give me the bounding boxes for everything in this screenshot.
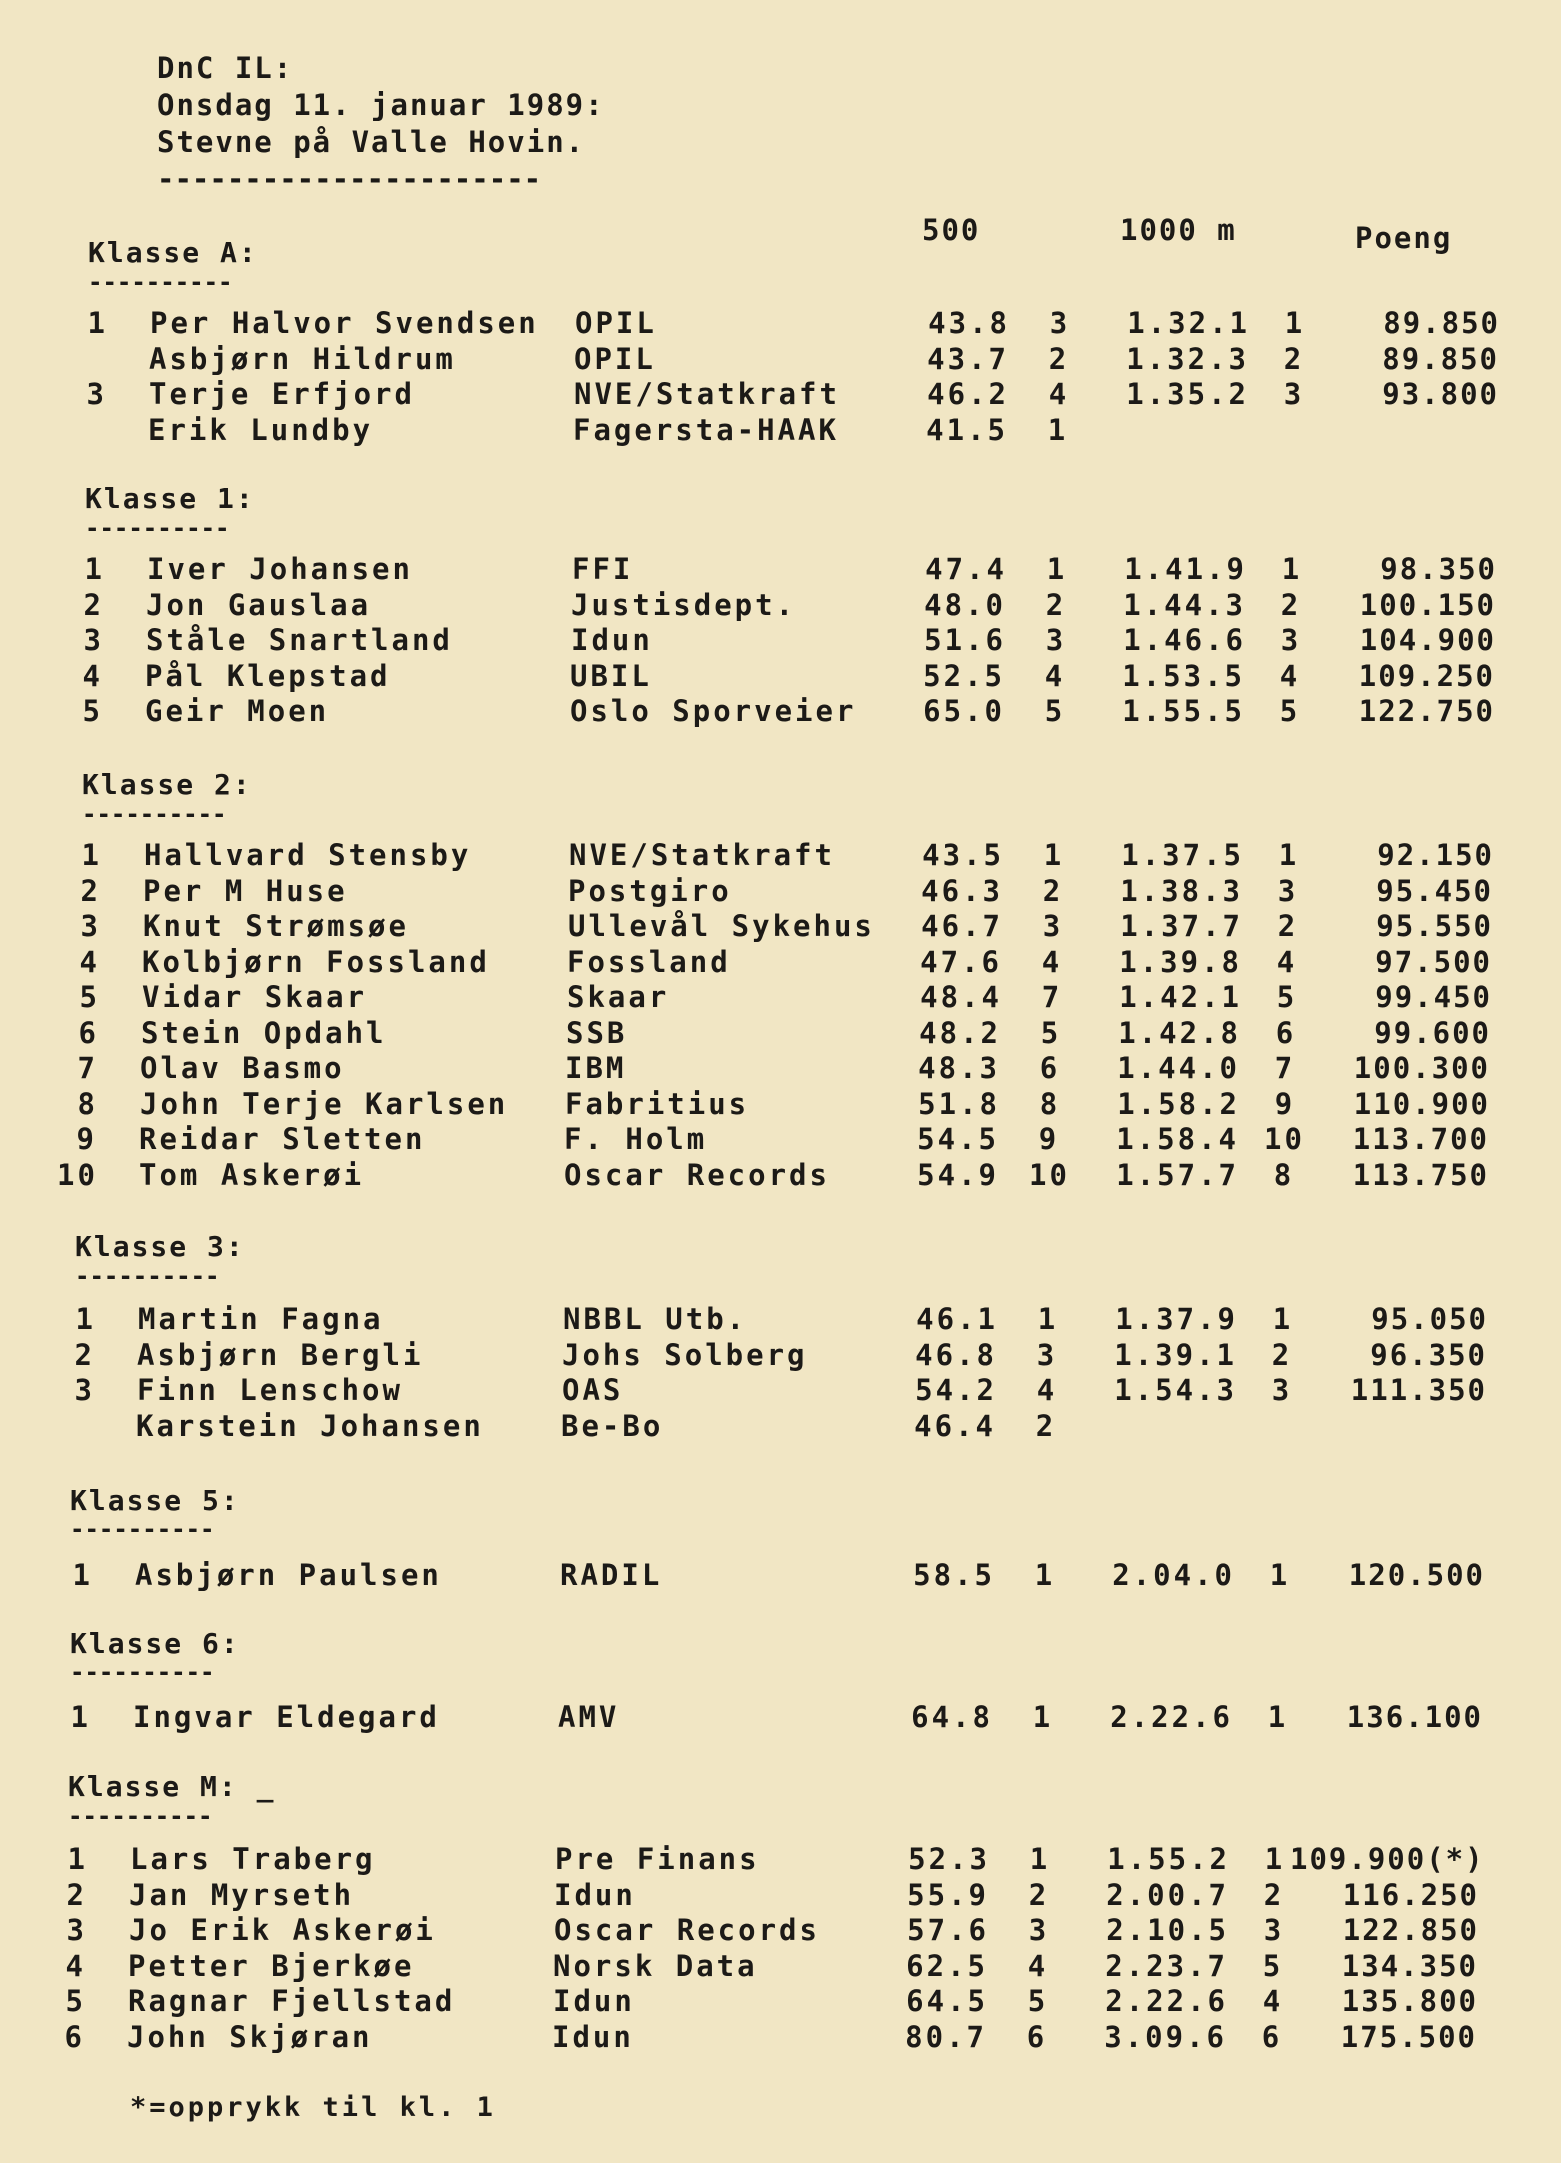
skater-name: Per M Huse <box>143 874 348 908</box>
points-total: 122.750 <box>1358 694 1495 728</box>
points-total: 100.150 <box>1359 588 1496 622</box>
class-heading-rule: ---------- <box>70 1658 215 1686</box>
club-name: Oscar Records <box>554 1913 820 1947</box>
time-500: 52.3 <box>908 1842 990 1876</box>
rank-500: 6 <box>1026 2020 1048 2054</box>
points-total: 104.900 <box>1359 623 1496 657</box>
skater-name: Reidar Sletten <box>139 1122 426 1156</box>
skater-name: Hallvard Stensby <box>144 838 472 872</box>
time-500: 62.5 <box>906 1949 988 1983</box>
skater-name: Pål Klepstad <box>145 659 391 693</box>
club-name: IBM <box>565 1051 627 1085</box>
points-total: 97.500 <box>1375 945 1492 979</box>
club-name: Idun <box>553 1984 635 2018</box>
class-heading-rule: ---------- <box>68 1802 213 1830</box>
club-name: SSB <box>566 1016 628 1050</box>
rank-500: 3 <box>1036 1338 1058 1372</box>
time-500: 80.7 <box>905 2020 987 2054</box>
place-number: 4 <box>82 659 103 693</box>
column-header-points: Poeng <box>1355 221 1453 255</box>
result-row <box>0 945 1561 981</box>
place-number: 5 <box>65 1984 86 2018</box>
time-500: 51.8 <box>918 1087 1000 1121</box>
place-number: 3 <box>83 623 104 657</box>
time-1000: 2.22.6 <box>1110 1700 1233 1734</box>
rank-500: 4 <box>1048 377 1070 411</box>
time-500: 46.4 <box>914 1409 996 1443</box>
time-1000: 3.09.6 <box>1104 2020 1227 2054</box>
result-row <box>0 413 1561 449</box>
skater-name: Olav Basmo <box>140 1051 345 1085</box>
club-name: NVE/Statkraft <box>574 377 840 411</box>
club-name: NVE/Statkraft <box>569 838 835 872</box>
time-500: 46.7 <box>921 909 1003 943</box>
points-total: 136.100 <box>1346 1700 1483 1734</box>
place-number: 1 <box>87 306 108 340</box>
points-total: 93.800 <box>1382 377 1499 411</box>
skater-name: Ragnar Fjellstad <box>128 1984 456 2018</box>
result-row <box>0 838 1561 874</box>
event-date: Onsdag 11. januar 1989: <box>157 88 605 122</box>
rank-1000: 2 <box>1271 1338 1293 1372</box>
club-title: DnC IL: <box>157 51 294 85</box>
rank-500: 3 <box>1049 306 1071 340</box>
rank-500: 6 <box>1039 1051 1061 1085</box>
points-total: 96.350 <box>1370 1338 1487 1372</box>
place-number: 3 <box>86 377 107 411</box>
place-number: 2 <box>66 1878 87 1912</box>
time-1000: 2.00.7 <box>1106 1878 1229 1912</box>
points-total: 89.850 <box>1382 342 1499 376</box>
rank-500: 2 <box>1042 874 1064 908</box>
time-500: 51.6 <box>924 623 1006 657</box>
time-500: 43.8 <box>928 306 1010 340</box>
place-number: 5 <box>82 694 103 728</box>
points-total: 111.350 <box>1350 1373 1487 1407</box>
points-total: 100.300 <box>1353 1051 1490 1085</box>
rank-500: 5 <box>1044 694 1066 728</box>
time-1000: 1.44.3 <box>1123 588 1246 622</box>
result-row <box>0 1338 1561 1374</box>
points-total: 113.750 <box>1352 1158 1489 1192</box>
class-heading: Klasse M: _ <box>68 1770 276 1803</box>
rank-1000: 5 <box>1279 694 1301 728</box>
column-header-1000: 1000 m <box>1120 213 1237 247</box>
time-500: 65.0 <box>923 694 1005 728</box>
time-500: 52.5 <box>923 659 1005 693</box>
time-500: 48.0 <box>924 588 1006 622</box>
class-heading-rule: ---------- <box>88 268 233 296</box>
club-name: OPIL <box>574 342 656 376</box>
result-row <box>0 1302 1561 1338</box>
club-name: F. Holm <box>564 1122 708 1156</box>
rank-1000: 2 <box>1280 588 1302 622</box>
time-500: 46.8 <box>915 1338 997 1372</box>
rank-500: 4 <box>1044 659 1066 693</box>
time-1000: 1.53.5 <box>1122 659 1245 693</box>
points-total: 95.450 <box>1376 874 1493 908</box>
rank-500: 7 <box>1041 980 1063 1014</box>
rank-1000: 2 <box>1283 342 1305 376</box>
rank-1000: 3 <box>1280 623 1302 657</box>
time-1000: 1.55.5 <box>1122 694 1245 728</box>
rank-1000: 1 <box>1269 1558 1291 1592</box>
place-number: 4 <box>79 945 100 979</box>
time-500: 54.9 <box>917 1158 999 1192</box>
class-heading-rule: ---------- <box>75 1262 220 1290</box>
result-row <box>0 2020 1561 2056</box>
place-number: 1 <box>70 1700 91 1734</box>
place-number: 2 <box>83 588 104 622</box>
place-number: 9 <box>76 1122 97 1156</box>
skater-name: Lars Traberg <box>130 1842 376 1876</box>
points-total: 120.500 <box>1348 1558 1485 1592</box>
class-heading: Klasse 1: <box>85 482 255 515</box>
skater-name: Jan Myrseth <box>129 1878 355 1912</box>
result-row <box>0 1913 1561 1949</box>
rank-500: 5 <box>1027 1984 1049 2018</box>
rank-500: 1 <box>1047 413 1069 447</box>
rank-1000: 9 <box>1274 1087 1296 1121</box>
time-500: 54.2 <box>915 1373 997 1407</box>
rank-1000: 1 <box>1267 1700 1289 1734</box>
skater-name: Erik Lundby <box>148 413 374 447</box>
points-total: 98.350 <box>1380 552 1497 586</box>
class-heading-rule: ---------- <box>85 514 230 542</box>
rank-1000: 1 <box>1278 838 1300 872</box>
place-number: 3 <box>74 1373 95 1407</box>
time-500: 46.1 <box>916 1302 998 1336</box>
points-total: 89.850 <box>1383 306 1500 340</box>
rank-1000: 1 <box>1284 306 1306 340</box>
time-500: 48.2 <box>919 1016 1001 1050</box>
skater-name: Kolbjørn Fossland <box>142 945 490 979</box>
club-name: FFI <box>572 552 634 586</box>
rank-500: 1 <box>1029 1842 1051 1876</box>
place-number: 6 <box>64 2020 85 2054</box>
points-total: 175.500 <box>1340 2020 1477 2054</box>
skater-name: Karstein Johansen <box>136 1409 484 1443</box>
club-name: Pre Finans <box>555 1842 760 1876</box>
rank-500: 3 <box>1045 623 1067 657</box>
place-number: 5 <box>79 980 100 1014</box>
result-row <box>0 1949 1561 1985</box>
points-total: 109.900(*) <box>1290 1842 1485 1876</box>
place-number: 3 <box>80 909 101 943</box>
skater-name: John Terje Karlsen <box>140 1087 509 1121</box>
result-row <box>0 1842 1561 1878</box>
skater-name: Jon Gauslaa <box>146 588 372 622</box>
time-1000: 1.37.5 <box>1121 838 1244 872</box>
club-name: Johs Solberg <box>562 1338 808 1372</box>
skater-name: Ingvar Eldegard <box>133 1700 440 1734</box>
skater-name: Jo Erik Askerøi <box>129 1913 436 1947</box>
result-row <box>0 1087 1561 1123</box>
rank-1000: 3 <box>1271 1373 1293 1407</box>
skater-name: Knut Strømsøe <box>143 909 409 943</box>
rank-500: 5 <box>1040 1016 1062 1050</box>
rank-500: 1 <box>1046 552 1068 586</box>
time-1000: 1.42.8 <box>1118 1016 1241 1050</box>
class-heading: Klasse 6: <box>70 1627 240 1660</box>
time-500: 46.3 <box>921 874 1003 908</box>
rank-500: 4 <box>1027 1949 1049 1983</box>
points-total: 99.450 <box>1375 980 1492 1014</box>
rank-500: 2 <box>1028 1878 1050 1912</box>
time-1000: 1.37.7 <box>1120 909 1243 943</box>
points-total: 116.250 <box>1342 1878 1479 1912</box>
result-row <box>0 1878 1561 1914</box>
time-1000: 1.58.2 <box>1117 1087 1240 1121</box>
points-total: 92.150 <box>1377 838 1494 872</box>
club-name: Idun <box>552 2020 634 2054</box>
skater-name: Vidar Skaar <box>142 980 368 1014</box>
time-500: 48.3 <box>918 1051 1000 1085</box>
rank-1000: 2 <box>1277 909 1299 943</box>
time-1000: 1.35.2 <box>1126 377 1249 411</box>
club-name: RADIL <box>560 1558 663 1592</box>
class-heading: Klasse A: <box>88 236 258 269</box>
place-number: 2 <box>74 1338 95 1372</box>
time-1000: 1.39.8 <box>1119 945 1242 979</box>
place-number: 7 <box>77 1051 98 1085</box>
time-500: 64.8 <box>911 1700 993 1734</box>
place-number: 1 <box>67 1842 88 1876</box>
rank-1000: 2 <box>1263 1878 1285 1912</box>
place-number: 3 <box>66 1913 87 1947</box>
skater-name: Geir Moen <box>145 694 330 728</box>
rank-500: 1 <box>1037 1302 1059 1336</box>
rank-1000: 8 <box>1273 1158 1295 1192</box>
result-row <box>0 659 1561 695</box>
rank-500: 1 <box>1043 838 1065 872</box>
skater-name: Finn Lenschow <box>137 1373 403 1407</box>
time-1000: 1.57.7 <box>1116 1158 1239 1192</box>
time-1000: 1.37.9 <box>1115 1302 1238 1336</box>
skater-name: Tom Askerøi <box>139 1158 365 1192</box>
result-row <box>0 1051 1561 1087</box>
time-1000: 1.54.3 <box>1114 1373 1237 1407</box>
time-1000: 2.22.6 <box>1105 1984 1228 2018</box>
time-500: 58.5 <box>913 1558 995 1592</box>
result-row <box>0 623 1561 659</box>
club-name: OPIL <box>575 306 657 340</box>
result-row <box>0 306 1561 342</box>
club-name: Oscar Records <box>564 1158 830 1192</box>
points-total: 122.850 <box>1342 1913 1479 1947</box>
time-500: 47.6 <box>920 945 1002 979</box>
time-1000: 1.32.1 <box>1127 306 1250 340</box>
result-row <box>0 694 1561 730</box>
club-name: Idun <box>571 623 653 657</box>
result-row <box>0 1122 1561 1158</box>
time-500: 57.6 <box>907 1913 989 1947</box>
club-name: Skaar <box>567 980 670 1014</box>
rank-1000: 1 <box>1272 1302 1294 1336</box>
result-row <box>0 1984 1561 2020</box>
time-1000: 1.38.3 <box>1120 874 1243 908</box>
class-heading-rule: ---------- <box>70 1515 215 1543</box>
time-500: 43.7 <box>927 342 1009 376</box>
club-name: Oslo Sporveier <box>570 694 857 728</box>
rank-1000: 5 <box>1262 1949 1284 1983</box>
rank-1000: 5 <box>1276 980 1298 1014</box>
points-total: 134.350 <box>1341 1949 1478 1983</box>
club-name: Ullevål Sykehus <box>568 909 875 943</box>
place-number: 1 <box>84 552 105 586</box>
result-row <box>0 588 1561 624</box>
club-name: AMV <box>558 1700 620 1734</box>
place-number: 10 <box>57 1158 98 1192</box>
class-heading: Klasse 5: <box>70 1484 240 1517</box>
time-1000: 2.04.0 <box>1112 1558 1235 1592</box>
time-1000: 1.55.2 <box>1107 1842 1230 1876</box>
rank-500: 4 <box>1036 1373 1058 1407</box>
result-row <box>0 1409 1561 1445</box>
skater-name: John Skjøran <box>127 2020 373 2054</box>
club-name: Norsk Data <box>553 1949 758 1983</box>
class-heading: Klasse 2: <box>82 768 252 801</box>
rank-500: 10 <box>1029 1158 1070 1192</box>
rank-500: 1 <box>1032 1700 1054 1734</box>
skater-name: Asbjørn Paulsen <box>135 1558 442 1592</box>
footnote: *=opprykk til kl. 1 <box>130 2092 496 2123</box>
points-total: 109.250 <box>1358 659 1495 693</box>
skater-name: Per Halvor Svendsen <box>150 306 539 340</box>
result-row <box>0 1558 1561 1594</box>
result-row <box>0 1016 1561 1052</box>
time-1000: 1.32.3 <box>1126 342 1249 376</box>
club-name: Justisdept. <box>571 588 797 622</box>
rank-500: 2 <box>1045 588 1067 622</box>
club-name: OAS <box>562 1373 624 1407</box>
points-total: 95.050 <box>1371 1302 1488 1336</box>
skater-name: Asbjørn Bergli <box>137 1338 424 1372</box>
time-500: 47.4 <box>925 552 1007 586</box>
result-row <box>0 377 1561 413</box>
rank-1000: 7 <box>1274 1051 1296 1085</box>
rank-500: 9 <box>1038 1122 1060 1156</box>
skater-name: Ståle Snartland <box>146 623 453 657</box>
skater-name: Iver Johansen <box>147 552 413 586</box>
time-1000: 2.23.7 <box>1105 1949 1228 1983</box>
points-total: 99.600 <box>1374 1016 1491 1050</box>
time-500: 46.2 <box>927 377 1009 411</box>
place-number: 1 <box>75 1302 96 1336</box>
time-1000: 1.41.9 <box>1124 552 1247 586</box>
rank-1000: 1 <box>1281 552 1303 586</box>
rank-1000: 6 <box>1275 1016 1297 1050</box>
document-header <box>157 50 605 198</box>
rank-500: 4 <box>1041 945 1063 979</box>
rank-500: 3 <box>1042 909 1064 943</box>
time-500: 48.4 <box>920 980 1002 1014</box>
place-number: 8 <box>77 1087 98 1121</box>
rank-1000: 3 <box>1283 377 1305 411</box>
club-name: Fossland <box>567 945 731 979</box>
result-row <box>0 909 1561 945</box>
skater-name: Asbjørn Hildrum <box>149 342 456 376</box>
time-1000: 1.58.4 <box>1116 1122 1239 1156</box>
time-500: 55.9 <box>907 1878 989 1912</box>
time-1000: 1.46.6 <box>1123 623 1246 657</box>
result-row <box>0 1373 1561 1409</box>
result-row <box>0 552 1561 588</box>
result-row <box>0 342 1561 378</box>
skater-name: Stein Opdahl <box>141 1016 387 1050</box>
rank-1000: 10 <box>1264 1122 1305 1156</box>
place-number: 1 <box>81 838 102 872</box>
rank-500: 3 <box>1028 1913 1050 1947</box>
points-total: 135.800 <box>1341 1984 1478 2018</box>
place-number: 6 <box>78 1016 99 1050</box>
points-total: 113.700 <box>1352 1122 1489 1156</box>
time-500: 41.5 <box>926 413 1008 447</box>
rank-500: 2 <box>1035 1409 1057 1443</box>
club-name: NBBL Utb. <box>563 1302 748 1336</box>
class-heading-rule: ---------- <box>82 800 227 828</box>
place-number: 4 <box>65 1949 86 1983</box>
skater-name: Martin Fagna <box>138 1302 384 1336</box>
header-rule: ---------------------- <box>157 162 542 196</box>
rank-1000: 3 <box>1277 874 1299 908</box>
skater-name: Terje Erfjord <box>149 377 415 411</box>
club-name: UBIL <box>570 659 652 693</box>
points-total: 110.900 <box>1353 1087 1490 1121</box>
club-name: Fagersta-HAAK <box>573 413 839 447</box>
rank-1000: 3 <box>1263 1913 1285 1947</box>
rank-1000: 4 <box>1262 1984 1284 2018</box>
club-name: Idun <box>554 1878 636 1912</box>
column-header-500: 500 <box>922 213 981 247</box>
event-venue: Stevne på Valle Hovin. <box>157 125 586 159</box>
place-number: 2 <box>80 874 101 908</box>
time-500: 64.5 <box>906 1984 988 2018</box>
time-1000: 1.39.1 <box>1114 1338 1237 1372</box>
rank-500: 2 <box>1048 342 1070 376</box>
time-1000: 1.44.0 <box>1117 1051 1240 1085</box>
time-500: 54.5 <box>917 1122 999 1156</box>
skater-name: Petter Bjerkøe <box>128 1949 415 1983</box>
result-row <box>0 874 1561 910</box>
result-row <box>0 980 1561 1016</box>
rank-1000: 1 <box>1264 1842 1286 1876</box>
result-row <box>0 1700 1561 1736</box>
club-name: Fabritius <box>565 1087 750 1121</box>
points-total: 95.550 <box>1376 909 1493 943</box>
rank-500: 1 <box>1034 1558 1056 1592</box>
rank-1000: 6 <box>1261 2020 1283 2054</box>
club-name: Be-Bo <box>561 1409 664 1443</box>
time-500: 43.5 <box>922 838 1004 872</box>
result-row <box>0 1158 1561 1194</box>
class-heading: Klasse 3: <box>75 1230 245 1263</box>
time-1000: 1.42.1 <box>1119 980 1242 1014</box>
rank-1000: 4 <box>1276 945 1298 979</box>
rank-1000: 4 <box>1279 659 1301 693</box>
club-name: Postgiro <box>568 874 732 908</box>
place-number: 1 <box>72 1558 93 1592</box>
time-1000: 2.10.5 <box>1106 1913 1229 1947</box>
rank-500: 8 <box>1039 1087 1061 1121</box>
